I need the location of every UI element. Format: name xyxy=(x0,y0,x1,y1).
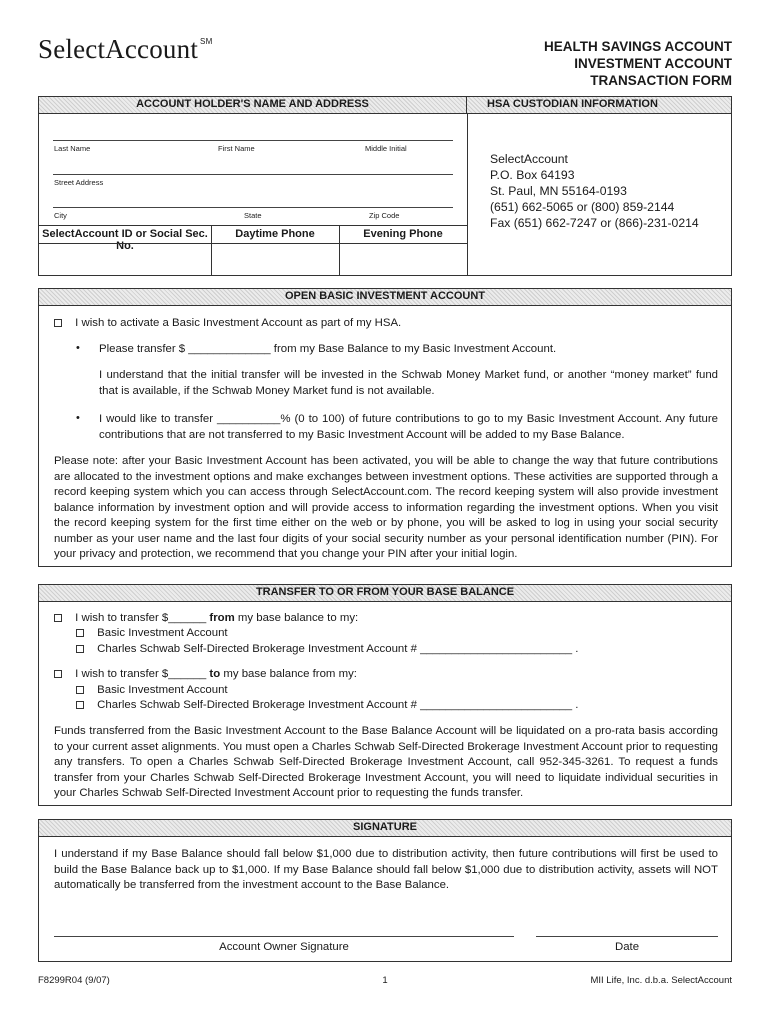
form-title-line-3: TRANSACTION FORM xyxy=(590,73,732,88)
money-market-text: I understand that the initial transfer will be invested in the Schwab Money Market fund, or another “money market” fund that is available, if the Schwab Money Market fund is not available. xyxy=(99,369,718,397)
custodian-line-2: P.O. Box 64193 xyxy=(490,168,575,182)
open-basic-heading: OPEN BASIC INVESTMENT ACCOUNT xyxy=(39,289,731,306)
transfer-to-post: my base balance from my: xyxy=(220,668,357,680)
to-option-basic xyxy=(76,683,228,699)
service-mark: SM xyxy=(200,37,213,46)
transfer-to-row xyxy=(54,667,357,683)
owner-signature-line[interactable] xyxy=(54,936,514,937)
to-schwab-checkbox[interactable] xyxy=(76,701,84,709)
transfer-section xyxy=(38,584,732,806)
middle-initial-label: Middle Initial xyxy=(365,144,407,153)
signature-disclaimer: I understand if my Base Balance should fall below $1,000 due to distribution activity, then future contributions will first be used to build the Base Balance back up to $1,000. If my Base Balance should fall below $1,000 due to distribution activity, assets will NOT automatically be transferred from the investment account to the Base Balance. xyxy=(54,848,718,891)
id-column-header: SelectAccount ID or Social Sec. No. xyxy=(42,228,208,252)
signature-heading: SIGNATURE xyxy=(39,820,731,837)
zip-code-label: Zip Code xyxy=(369,211,400,220)
to-basic-label: Basic Investment Account xyxy=(97,684,228,696)
signature-section xyxy=(38,819,732,962)
custodian-line-3: St. Paul, MN 55164-0193 xyxy=(490,184,627,198)
transfer-from-checkbox[interactable] xyxy=(54,614,62,622)
page-number: 1 xyxy=(382,975,388,986)
street-line[interactable] xyxy=(53,174,453,175)
transfer-from-bold: from xyxy=(209,612,235,624)
id-phone-row xyxy=(39,225,467,276)
custodian-line-1: SelectAccount xyxy=(490,152,568,166)
activate-row xyxy=(54,316,724,332)
from-option-basic xyxy=(76,626,228,642)
company-name: MII Life, Inc. d.b.a. SelectAccount xyxy=(590,975,732,986)
to-basic-checkbox[interactable] xyxy=(76,686,84,694)
custodian-heading-text: HSA CUSTODIAN INFORMATION xyxy=(487,98,658,110)
activate-text: I wish to activate a Basic Investment Account as part of my HSA. xyxy=(75,317,402,329)
to-option-schwab xyxy=(76,698,578,714)
transfer-from-pre[interactable]: I wish to transfer $______ xyxy=(75,612,210,624)
form-number: F8299R04 (9/07) xyxy=(38,975,110,986)
transfer-from-post: my base balance to my: xyxy=(234,612,359,624)
logo-text: SelectAccount xyxy=(38,34,199,64)
activate-checkbox[interactable] xyxy=(54,319,62,327)
from-schwab-label[interactable]: Charles Schwab Self-Directed Brokerage Investment Account # ________________________ . xyxy=(97,643,579,655)
transfer-from-row xyxy=(54,611,358,627)
open-basic-section xyxy=(38,288,732,567)
section-divider xyxy=(467,114,468,275)
form-title-line-2: INVESTMENT ACCOUNT xyxy=(574,56,732,71)
custodian-heading xyxy=(467,97,731,114)
custodian-line-5: Fax (651) 662-7247 or (866)-231-0214 xyxy=(490,216,699,230)
street-address-label: Street Address xyxy=(54,178,104,187)
city-label: City xyxy=(54,211,67,220)
daytime-phone-input[interactable] xyxy=(212,244,339,275)
transfer-to-pre[interactable]: I wish to transfer $______ xyxy=(75,668,210,680)
date-line[interactable] xyxy=(536,936,718,937)
account-holder-section xyxy=(38,96,732,276)
custodian-address xyxy=(490,151,730,231)
transfer-heading: TRANSFER TO OR FROM YOUR BASE BALANCE xyxy=(39,585,731,602)
from-basic-label: Basic Investment Account xyxy=(97,627,228,639)
transfer-to-bold: to xyxy=(209,668,221,680)
id-input[interactable] xyxy=(39,244,211,275)
transfer-to-checkbox[interactable] xyxy=(54,670,62,678)
owner-signature-label: Account Owner Signature xyxy=(219,941,349,953)
form-title xyxy=(472,38,732,89)
evening-phone-input[interactable] xyxy=(340,244,467,275)
state-label: State xyxy=(244,211,262,220)
initial-transfer-text[interactable]: Please transfer $ _____________ from my Base Balance to my Basic Investment Account. xyxy=(99,343,557,355)
from-schwab-checkbox[interactable] xyxy=(76,645,84,653)
bullet-1: • xyxy=(76,342,80,354)
name-line[interactable] xyxy=(53,140,453,141)
transfer-paragraph: Funds transferred from the Basic Investment Account to the Base Balance Account will be liquidated on a pro-rata basis according to your current asset alignments. You must open a Charles Schwab Self-Directed Brokerage Investment Account prior to requesting any transfers. To open a Charles Schwab Self-Directed Brokerage Investment Account, call 952-345-3261. To request a funds transfer from your Charles Schwab Self-Directed Brokerage Investment Account, you will need to liquidate individual securities in your Charles Schwab Self-Directed Investment Account prior to requesting the funds transfer. xyxy=(54,725,718,799)
account-holder-heading: ACCOUNT HOLDER'S NAME AND ADDRESS xyxy=(39,97,467,114)
from-option-schwab xyxy=(76,642,578,658)
selectaccount-logo xyxy=(38,34,212,65)
last-name-label: Last Name xyxy=(54,144,91,153)
bullet-2: • xyxy=(76,412,80,424)
daytime-phone-header: Daytime Phone xyxy=(235,228,315,240)
to-schwab-label[interactable]: Charles Schwab Self-Directed Brokerage Investment Account # ________________________ . xyxy=(97,699,579,711)
custodian-line-4: (651) 662-5065 or (800) 859-2144 xyxy=(490,200,675,214)
city-line[interactable] xyxy=(53,207,453,208)
future-contributions-text[interactable]: I would like to transfer __________% (0 to 100) of future contributions to go to my Basic Investment Account. Any future contributions that are not transferred to my Basic Investment Account will be added to my Base Balance. xyxy=(99,413,718,441)
from-basic-checkbox[interactable] xyxy=(76,629,84,637)
date-label: Date xyxy=(614,941,640,953)
form-title-line-1: HEALTH SAVINGS ACCOUNT xyxy=(544,39,732,54)
please-note-text: Please note: after your Basic Investment Account has been activated, you will be able to change the way that future contributions are allocated to the investment options and make exchanges between investment options. These activities are supported through a record keeping system which you can access through SelectAccount.com. The record keeping system will also provide investment balance information by investment option and will provide access to information regarding the investment options. When you visit the record keeping system for the first time either on the web or by phone, you will be asked to log in using your social security number as your user name and the last four digits of your social security number as your personal identification number (PIN). For your privacy and protection, we recommend that you change your PIN after your initial login. xyxy=(54,455,718,560)
evening-phone-header: Evening Phone xyxy=(363,228,443,240)
first-name-label: First Name xyxy=(218,144,255,153)
